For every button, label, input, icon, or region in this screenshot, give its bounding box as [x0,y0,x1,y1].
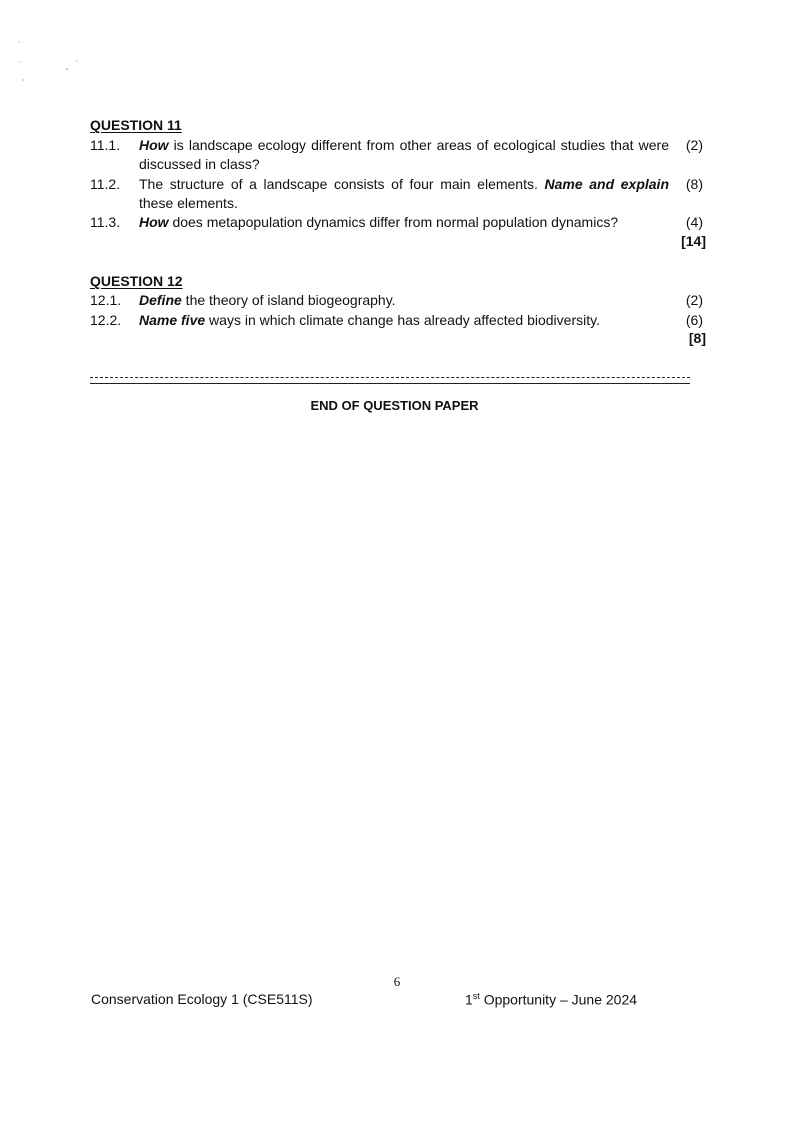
question-text [139,136,669,174]
question-body-lead: The structure of a landscape consists of four main elements. [139,176,545,192]
question-11-title: QUESTION 11 [90,117,182,133]
footer-opportunity [465,991,637,1008]
question-keyword: Name and explain [544,176,670,192]
question-keyword: Define [139,292,182,308]
dashed-divider [90,377,690,378]
question-11-3 [90,213,706,232]
question-keyword: How [139,214,169,230]
question-text [139,213,679,232]
solid-divider [90,383,690,384]
question-marks: (8) [685,176,703,192]
question-11-2 [90,175,706,213]
question-number: 11.3. [90,214,121,230]
question-body: does metapopulation dynamics differ from normal population dynamics? [168,214,619,230]
scan-specks [15,38,85,88]
question-number: 12.1. [90,292,122,308]
opportunity-text: Opportunity – June 2024 [479,991,638,1008]
question-number: 11.2. [90,176,121,192]
footer-course: Conservation Ecology 1 (CSE511S) [91,991,313,1007]
question-body: the theory of island biogeography. [181,292,396,308]
end-of-paper-note: END OF QUESTION PAPER [310,398,479,413]
question-11-total: [14] [681,233,706,249]
question-12-total: [8] [688,330,706,346]
question-number: 12.2. [90,312,122,328]
question-12-2 [90,311,706,330]
question-keyword: Name five [139,312,206,328]
question-number: 11.1. [90,137,121,153]
page-number: 6 [393,974,401,989]
question-11-1 [90,136,706,174]
question-body: these elements. [139,195,238,211]
question-keyword: How [139,137,169,153]
question-body: is landscape ecology different from other areas of ecological studies that were discussed in class? [139,137,669,172]
question-12-title: QUESTION 12 [90,273,183,289]
question-12-1 [90,291,706,310]
question-marks: (4) [685,214,703,230]
question-marks: (2) [685,292,703,308]
question-body: ways in which climate change has already affected biodiversity. [205,312,600,328]
question-marks: (2) [685,137,703,153]
question-text [139,175,669,213]
question-marks: (6) [685,312,703,328]
question-text [139,291,669,310]
question-text [139,311,679,330]
opportunity-suffix: st [472,991,480,1001]
opportunity-ordinal: 1 [465,991,473,1008]
